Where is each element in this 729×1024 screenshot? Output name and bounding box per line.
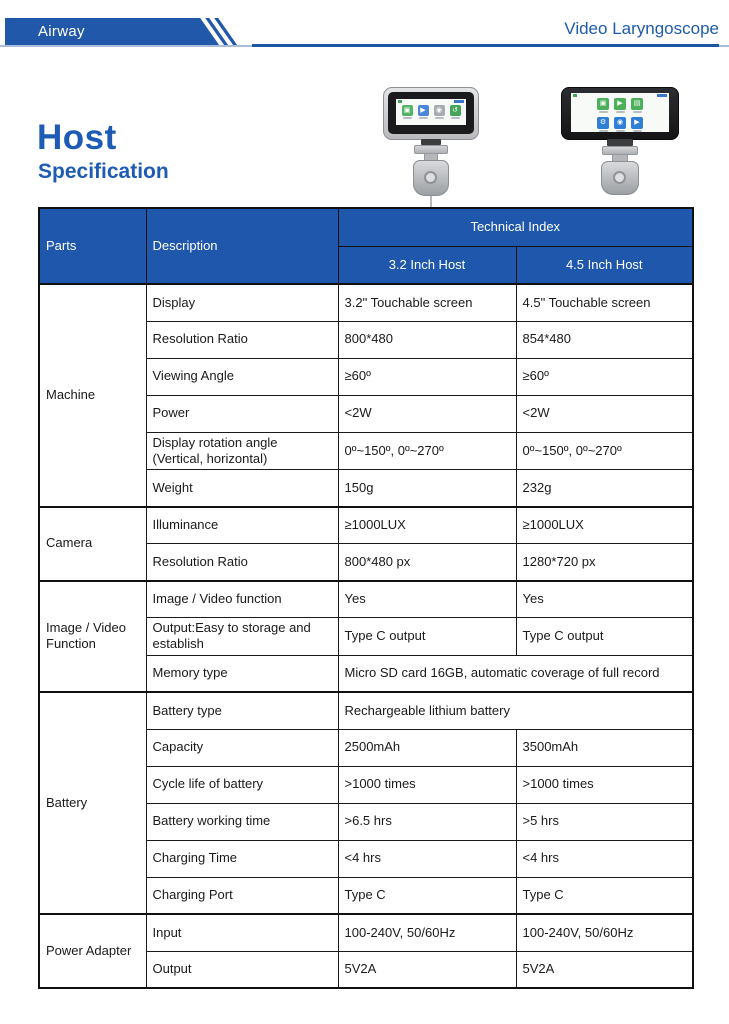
icon-label bbox=[633, 130, 642, 132]
value-cell-spanning: Rechargeable lithium battery bbox=[338, 692, 693, 729]
value-cell-spanning: Micro SD card 16GB, automatic coverage of full record bbox=[338, 655, 693, 692]
description-cell: Resolution Ratio bbox=[146, 321, 338, 358]
table-row bbox=[39, 284, 693, 321]
gallery-icon: ▣ bbox=[402, 105, 413, 116]
value-cell-3-2-inch: 150g bbox=[338, 470, 516, 507]
value-cell-4-5-inch: 3500mAh bbox=[516, 729, 693, 766]
description-cell: Illuminance bbox=[146, 507, 338, 544]
parts-cell: Battery bbox=[39, 692, 146, 914]
value-cell-3-2-inch: 3.2" Touchable screen bbox=[338, 284, 516, 321]
value-cell-4-5-inch: 100-240V, 50/60Hz bbox=[516, 914, 693, 951]
value-cell-4-5-inch: <2W bbox=[516, 395, 693, 432]
value-cell-3-2-inch: Type C bbox=[338, 877, 516, 914]
value-cell-4-5-inch: ≥1000LUX bbox=[516, 507, 693, 544]
value-cell-3-2-inch: 100-240V, 50/60Hz bbox=[338, 914, 516, 951]
header-rule-dark bbox=[252, 44, 719, 47]
parts-cell: Power Adapter bbox=[39, 914, 146, 988]
time-status-icon bbox=[657, 94, 667, 97]
description-cell: Output:Easy to storage and establish bbox=[146, 618, 338, 656]
value-cell-3-2-inch: <2W bbox=[338, 395, 516, 432]
icon-label bbox=[599, 111, 608, 113]
icon-cell bbox=[597, 98, 609, 113]
description-cell: Capacity bbox=[146, 729, 338, 766]
device-statusbar bbox=[573, 94, 667, 97]
value-cell-4-5-inch: 4.5" Touchable screen bbox=[516, 284, 693, 321]
table-row bbox=[39, 914, 693, 951]
description-cell: Weight bbox=[146, 470, 338, 507]
description-cell: Display rotation angle (Vertical, horizontal) bbox=[146, 432, 338, 470]
device-bezel bbox=[383, 87, 479, 140]
value-cell-3-2-inch: 800*480 bbox=[338, 321, 516, 358]
description-cell: Charging Port bbox=[146, 877, 338, 914]
icon-label bbox=[451, 117, 460, 119]
icon-label bbox=[599, 130, 608, 132]
description-cell: Input bbox=[146, 914, 338, 951]
header-cell-technical-index: Technical Index bbox=[338, 208, 693, 246]
value-cell-4-5-inch: ≥60º bbox=[516, 358, 693, 395]
description-cell: Image / Video function bbox=[146, 581, 338, 618]
specification-table bbox=[38, 207, 694, 989]
device-screen bbox=[396, 99, 466, 125]
video-play-icon: ▶ bbox=[614, 98, 626, 110]
icon-row bbox=[402, 105, 461, 119]
product-category-label: Video Laryngoscope bbox=[564, 19, 719, 38]
icon-cell bbox=[597, 117, 609, 132]
value-cell-3-2-inch: >1000 times bbox=[338, 766, 516, 803]
device-inner-bezel bbox=[388, 92, 474, 134]
table-row bbox=[39, 692, 693, 729]
value-cell-3-2-inch: >6.5 hrs bbox=[338, 803, 516, 840]
value-cell-4-5-inch: 1280*720 px bbox=[516, 544, 693, 581]
device-image-3-2-inch bbox=[383, 87, 479, 197]
device-handle bbox=[413, 160, 449, 196]
brand-label: Airway bbox=[38, 23, 85, 40]
value-cell-4-5-inch: 232g bbox=[516, 470, 693, 507]
battery-status-icon bbox=[573, 94, 577, 97]
table-row bbox=[39, 581, 693, 618]
value-cell-3-2-inch: 800*480 px bbox=[338, 544, 516, 581]
icon-cell bbox=[614, 117, 626, 132]
icon-label bbox=[616, 111, 625, 113]
description-cell: Battery type bbox=[146, 692, 338, 729]
value-cell-3-2-inch: Yes bbox=[338, 581, 516, 618]
device-bezel bbox=[561, 87, 679, 140]
value-cell-4-5-inch: Type C bbox=[516, 877, 693, 914]
icon-cell bbox=[450, 105, 461, 119]
device-statusbar bbox=[398, 100, 464, 103]
video-play-icon: ▶ bbox=[418, 105, 429, 116]
value-cell-3-2-inch: 0º~150º, 0º~270º bbox=[338, 432, 516, 470]
value-cell-4-5-inch: >1000 times bbox=[516, 766, 693, 803]
icon-cell bbox=[631, 98, 643, 113]
icon-row bbox=[597, 117, 643, 132]
icon-label bbox=[419, 117, 428, 119]
icon-label bbox=[616, 130, 625, 132]
settings-gear-icon: ⚙ bbox=[597, 117, 609, 129]
value-cell-3-2-inch: Type C output bbox=[338, 618, 516, 656]
header-cell-description: Description bbox=[146, 208, 338, 284]
table-row bbox=[39, 507, 693, 544]
photo-camera-icon: ◉ bbox=[614, 117, 626, 129]
device-screen bbox=[571, 93, 669, 132]
parts-cell: Camera bbox=[39, 507, 146, 581]
icon-cell bbox=[614, 98, 626, 113]
value-cell-4-5-inch: Yes bbox=[516, 581, 693, 618]
header-cell-host-4-5: 4.5 Inch Host bbox=[516, 246, 693, 284]
camera-icon: ◉ bbox=[434, 105, 445, 116]
description-cell: Cycle life of battery bbox=[146, 766, 338, 803]
spec-table-body bbox=[39, 284, 693, 988]
table-header-row-1 bbox=[39, 208, 693, 246]
header-cell-parts: Parts bbox=[39, 208, 146, 284]
icon-cell bbox=[631, 117, 643, 132]
value-cell-3-2-inch: ≥1000LUX bbox=[338, 507, 516, 544]
description-cell: Memory type bbox=[146, 655, 338, 692]
icon-row bbox=[597, 98, 643, 113]
screen-icon-grid bbox=[571, 98, 669, 132]
icon-label bbox=[633, 111, 642, 113]
icon-label bbox=[403, 117, 412, 119]
value-cell-4-5-inch: <4 hrs bbox=[516, 840, 693, 877]
value-cell-4-5-inch: Type C output bbox=[516, 618, 693, 656]
value-cell-3-2-inch: 5V2A bbox=[338, 951, 516, 988]
value-cell-3-2-inch: 2500mAh bbox=[338, 729, 516, 766]
device-image-4-5-inch bbox=[561, 87, 679, 197]
icon-cell bbox=[402, 105, 413, 119]
description-cell: Viewing Angle bbox=[146, 358, 338, 395]
description-cell: Display bbox=[146, 284, 338, 321]
battery-status-icon bbox=[398, 100, 402, 103]
value-cell-4-5-inch: 5V2A bbox=[516, 951, 693, 988]
brand-banner bbox=[0, 18, 260, 46]
value-cell-4-5-inch: >5 hrs bbox=[516, 803, 693, 840]
value-cell-4-5-inch: 854*480 bbox=[516, 321, 693, 358]
screen-icon-grid bbox=[396, 105, 466, 119]
video-camera-icon: ▶ bbox=[631, 117, 643, 129]
icon-cell bbox=[434, 105, 445, 119]
value-cell-3-2-inch: ≥60º bbox=[338, 358, 516, 395]
value-cell-4-5-inch: 0º~150º, 0º~270º bbox=[516, 432, 693, 470]
brand-banner-ribbon bbox=[5, 18, 218, 46]
icon-cell bbox=[418, 105, 429, 119]
hinge-tab bbox=[607, 139, 633, 146]
gallery-icon: ▣ bbox=[597, 98, 609, 110]
parts-cell: Machine bbox=[39, 284, 146, 507]
icon-label bbox=[435, 117, 444, 119]
value-cell-3-2-inch: <4 hrs bbox=[338, 840, 516, 877]
page-subtitle: Specification bbox=[38, 160, 169, 183]
device-handle bbox=[601, 161, 639, 195]
power-button bbox=[424, 171, 437, 184]
album-icon: ▤ bbox=[631, 98, 643, 110]
description-cell: Charging Time bbox=[146, 840, 338, 877]
description-cell: Battery working time bbox=[146, 803, 338, 840]
page-title: Host bbox=[37, 118, 117, 157]
power-button bbox=[613, 171, 626, 184]
description-cell: Resolution Ratio bbox=[146, 544, 338, 581]
description-cell: Power bbox=[146, 395, 338, 432]
return-icon: ↺ bbox=[450, 105, 461, 116]
time-status-icon bbox=[454, 100, 464, 103]
blade-tip bbox=[430, 196, 432, 207]
parts-cell: Image / Video Function bbox=[39, 581, 146, 693]
header-cell-host-3-2: 3.2 Inch Host bbox=[338, 246, 516, 284]
description-cell: Output bbox=[146, 951, 338, 988]
